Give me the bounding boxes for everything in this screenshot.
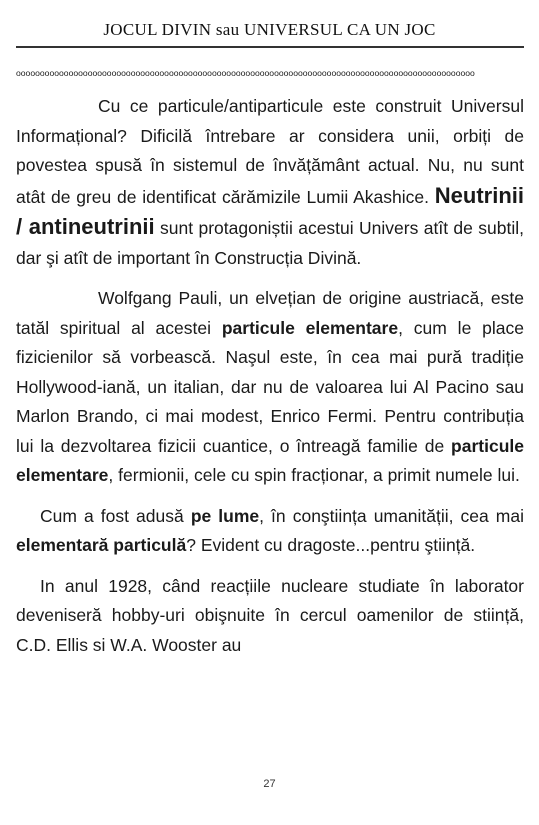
text-segment: Wolfgang Pauli, un elvețian de origine austriacă, este tatăl spiritual al acestei: [16, 288, 524, 338]
paragraph-1: [16, 92, 524, 273]
bold-term: pe lume: [190, 505, 260, 526]
text-segment: , cum le place fizicienilor să vorbească. Naşul este, în cea mai pură tradiție Hollywood-iană, un italian, dar nu de valoarea lui Al Pacino sau Marlon Brando, ci mai modest, Enrico Fermi. Pentru contribuția lui la dezvoltarea fizicii cuantice, o întreagă familie de: [16, 317, 524, 456]
paragraph-3: [16, 502, 524, 561]
bold-term: particule elementare: [221, 317, 399, 338]
body-text: [16, 92, 524, 660]
text-segment: ? Evident cu dragoste...pentru ştiință.: [186, 535, 476, 555]
bold-term: elementară particulă: [16, 535, 187, 555]
paragraph-4: [16, 572, 524, 661]
header-rule: [16, 46, 524, 48]
paragraph-2: [16, 284, 524, 491]
text-segment: , în conştiința umanității, cea mai: [259, 505, 524, 526]
text-segment: , fermionii, cele cu spin fracționar, a primit numele lui.: [108, 465, 520, 485]
text-segment: Cu ce particule/antiparticule este construit Universul Informațional? Dificilă întrebare ar considera unii, orbiți de povestea spusă în sistemul de învățământ actual. Nu, nu sunt atât de greu de identificat cărămizile Lumii Akashice.: [16, 96, 524, 207]
page-number: 27: [263, 778, 276, 790]
running-title: JOCUL DIVIN sau UNIVERSUL CA UN JOC: [103, 20, 436, 39]
ornamental-divider: oooooooooooooooooooooooooooooooooooooooooooooooooooooooooooooooooooooooooooooooooooooooooooooooo: [16, 68, 475, 78]
emphasis-neutrini: Neutrinii / antineutrinii: [16, 182, 524, 239]
text-segment: Cum a fost adusă: [40, 505, 191, 526]
bold-term: particule elementare: [16, 435, 524, 485]
text-segment: In anul 1928, când reacțiile nucleare studiate în laborator deveniseră hobby-uri obişnuite în cercul oamenilor de stiință, C.D. Ellis si W.A. Wooster au: [16, 575, 524, 655]
text-segment: sunt protagoniștii acestui Univers atît de subtil, dar şi atît de important în Construcția Divină.: [16, 218, 524, 268]
